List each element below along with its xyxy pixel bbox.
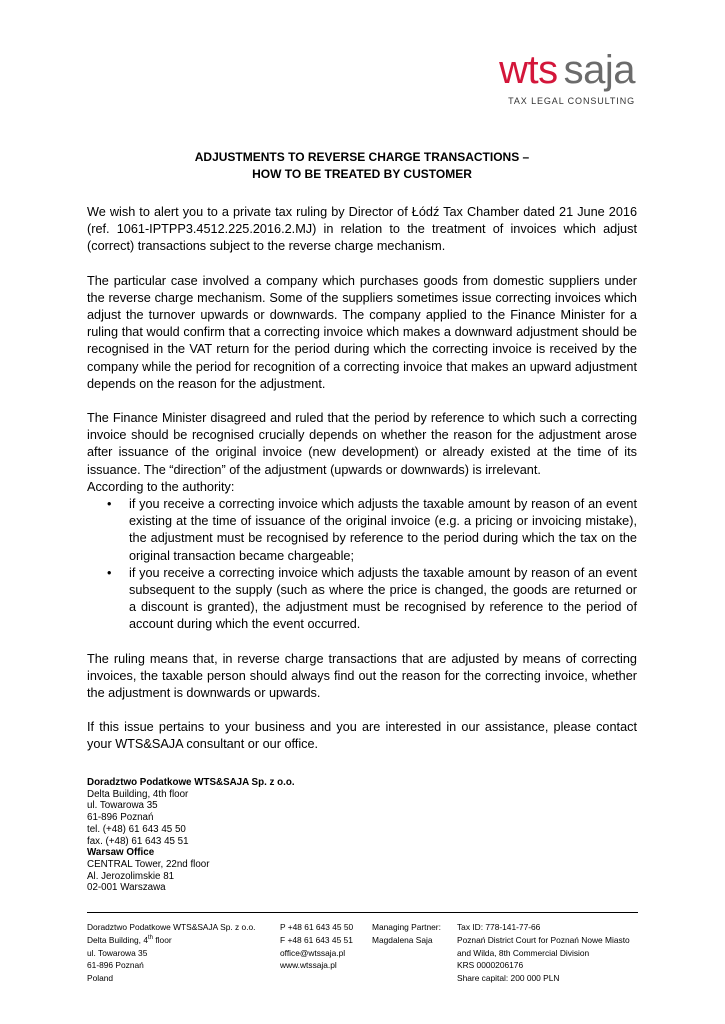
footer-court: Poznań District Court for Poznań Nowe Miasto bbox=[457, 934, 630, 945]
footer-krs: KRS 0000206176 bbox=[457, 960, 524, 971]
logo-wordmark bbox=[485, 50, 635, 90]
footer-contact-column bbox=[280, 921, 353, 972]
company-logo bbox=[485, 50, 635, 106]
logo-saja: saja bbox=[563, 48, 635, 92]
footer-building-text: Delta Building, 4 bbox=[87, 934, 148, 945]
footer-partner-label: Managing Partner: bbox=[372, 922, 441, 932]
logo-wts: wts bbox=[499, 48, 558, 92]
address-line: ul. Towarowa 35 bbox=[87, 800, 158, 812]
logo-tagline: TAX LEGAL CONSULTING bbox=[508, 96, 635, 106]
footer-court-division: and Wilda, 8th Commercial Division bbox=[457, 947, 590, 958]
bullet-icon: • bbox=[107, 565, 112, 580]
footer-divider bbox=[87, 912, 638, 913]
list-item bbox=[107, 565, 637, 634]
address-line: CENTRAL Tower, 22nd floor bbox=[87, 858, 210, 870]
footer-partner-name: Magdalena Saja bbox=[372, 934, 433, 945]
address-line: 61-896 Poznań bbox=[87, 812, 154, 824]
bullet-list bbox=[87, 496, 637, 634]
bullet-icon: • bbox=[107, 497, 112, 512]
warsaw-office-heading: Warsaw Office bbox=[87, 847, 155, 859]
footer-phone: P +48 61 643 45 50 bbox=[280, 922, 354, 932]
address-company: Doradztwo Podatkowe WTS&SAJA Sp. z o.o. bbox=[87, 777, 295, 788]
footer-building-sup: th bbox=[148, 935, 154, 941]
address-fax: fax. (+48) 61 643 45 51 bbox=[87, 835, 189, 847]
footer-street: ul. Towarowa 35 bbox=[87, 947, 148, 958]
footer-fax: F +48 61 643 45 51 bbox=[280, 934, 353, 945]
footer-city: 61-896 Poznań bbox=[87, 960, 144, 971]
footer-partner-column bbox=[372, 921, 441, 947]
paragraph-contact: If this issue pertains to your business and you are interested in our assistance, please contact your WTS&SAJA consultant or our office. bbox=[87, 720, 637, 752]
title-line-2: HOW TO BE TREATED BY CUSTOMER bbox=[252, 167, 472, 181]
address-phone: tel. (+48) 61 643 45 50 bbox=[87, 823, 186, 835]
footer-email-link[interactable]: office@wtssaja.pl bbox=[280, 947, 346, 958]
footer-building bbox=[87, 934, 256, 947]
footer-company: Doradztwo Podatkowe WTS&SAJA Sp. z o.o. bbox=[87, 922, 256, 932]
footer-share-capital: Share capital: 200 000 PLN bbox=[457, 973, 560, 984]
address-block bbox=[87, 777, 295, 894]
paragraph-ruling: The Finance Minister disagreed and ruled that the period by reference to which such a correcting invoice should be recognised crucially depends on whether the reason for the adjustment arose after issuance of the original invoice (new development) or already existed at the time of its issuance. The “direction” of the adjustment (upwards or downwards) is irrelevant. bbox=[87, 411, 637, 477]
document-body bbox=[87, 149, 637, 754]
bullet-text-1: if you receive a correcting invoice which adjusts the taxable amount by reason of an event existing at the time of issuance of the original invoice (e.g. a pricing or invoicing mistake), the adjustment must be recognised by reference to the period during which the tax on the original transaction became chargeable; bbox=[129, 497, 637, 563]
list-item bbox=[107, 496, 637, 565]
address-line: 02-001 Warszawa bbox=[87, 882, 166, 894]
footer-company-column bbox=[87, 921, 256, 985]
footer-country: Poland bbox=[87, 973, 114, 984]
footer-building-suffix: floor bbox=[153, 934, 172, 945]
footer-website-link[interactable]: www.wtssaja.pl bbox=[280, 960, 337, 971]
paragraph-case: The particular case involved a company which purchases goods from domestic suppliers under the reverse charge mechanism. Some of the suppliers sometimes issue correcting invoices which adjust the turnover upwards or downwards. The company applied to the Finance Minister for a ruling that would confirm that a correcting invoice which makes a downward adjustment should be recognised in the VAT return for the period during which the correcting invoice is received by the company while the period for recognition of a correcting invoice that makes an upward adjustment depends on the reason for the adjustment. bbox=[87, 273, 637, 391]
bullet-text-2: if you receive a correcting invoice which adjusts the taxable amount by reason of an event subsequent to the supply (such as where the price is changed, the goods are returned or a discount is granted), the adjustment must be recognised by reference to the period of account during which the event occurred. bbox=[129, 565, 637, 632]
paragraph-intro: We wish to alert you to a private tax ruling by Director of Łódź Tax Chamber dated 21 June 2016 (ref. 1061-IPTPP3.4512.225.2016.2.MJ) in relation to the treatment of invoices which adjust (correct) transactions subject to the reverse charge mechanism. bbox=[87, 205, 637, 254]
paragraph-authority: According to the authority: bbox=[87, 479, 235, 494]
address-line: Delta Building, 4th floor bbox=[87, 788, 189, 800]
document-title bbox=[87, 149, 637, 183]
paragraph-meaning: The ruling means that, in reverse charge transactions that are adjusted by means of correcting invoices, the taxable person should always find out the reason for the correcting invoice, whether the adjustment is downwards or upwards. bbox=[87, 651, 637, 701]
footer-registration-column bbox=[457, 921, 630, 985]
address-line: Al. Jerozolimskie 81 bbox=[87, 870, 175, 882]
footer-tax-id: Tax ID: 778-141-77-66 bbox=[457, 922, 541, 932]
title-line-1: ADJUSTMENTS TO REVERSE CHARGE TRANSACTIONS – bbox=[194, 150, 530, 164]
